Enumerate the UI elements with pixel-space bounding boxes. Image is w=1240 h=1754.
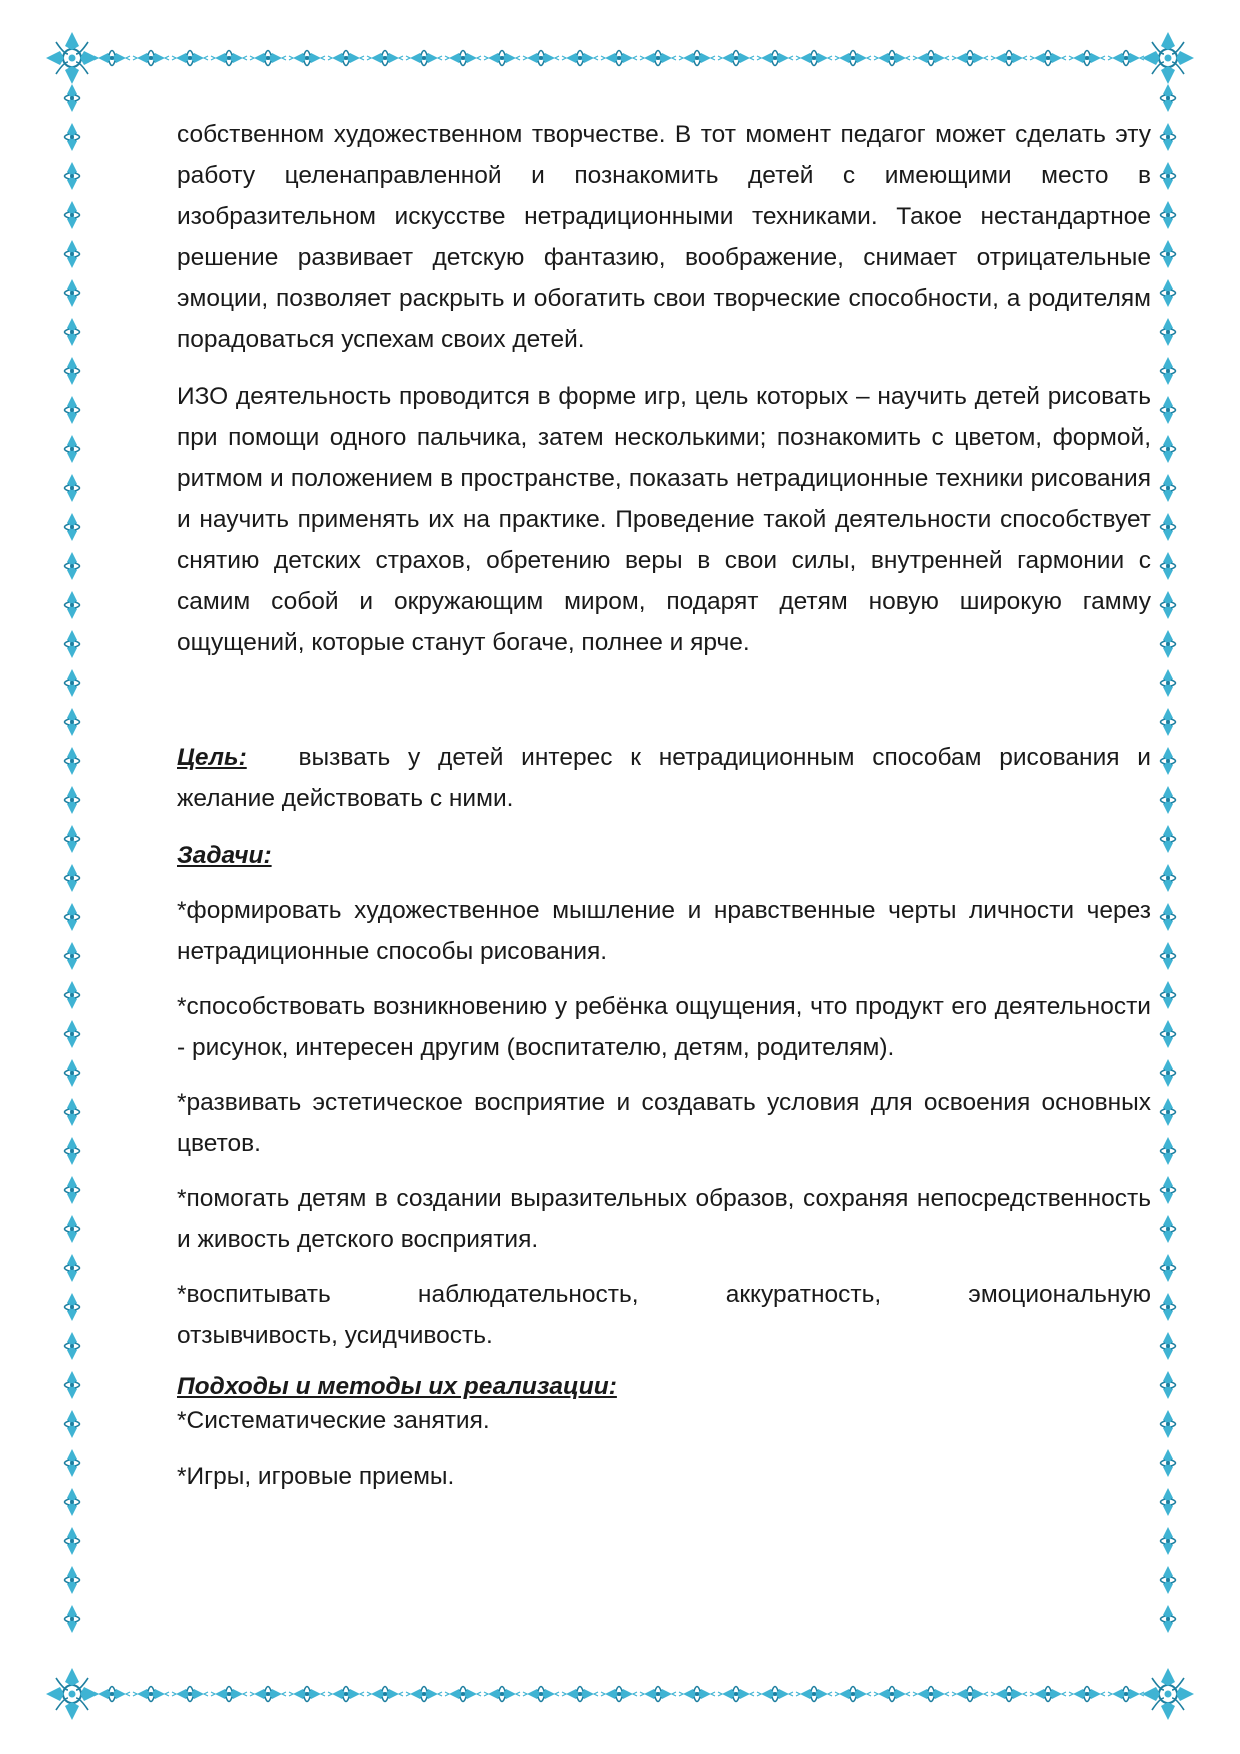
border-ornament-left <box>65 1488 80 1516</box>
border-ornament-bottom <box>640 1687 676 1702</box>
border-ornament-left <box>65 279 80 307</box>
border-ornament-left <box>65 1176 80 1204</box>
border-ornament-left <box>65 513 80 541</box>
border-ornament-right <box>1161 981 1176 1009</box>
border-ornament-right <box>1161 1605 1176 1633</box>
methods-heading: Подходы и методы их реализации: <box>177 1373 617 1400</box>
border-ornament-top <box>952 51 988 66</box>
border-ornament-right <box>1161 669 1176 697</box>
border-corner-bottom-left <box>46 1668 98 1720</box>
border-ornament-bottom <box>328 1687 364 1702</box>
border-ornament-left <box>65 708 80 736</box>
border-ornament-bottom <box>250 1687 286 1702</box>
border-ornament-right <box>1161 1332 1176 1360</box>
border-ornament-top <box>367 51 403 66</box>
border-ornament-left <box>65 552 80 580</box>
border-ornament-right <box>1161 318 1176 346</box>
border-ornament-left <box>65 1059 80 1087</box>
tasks-heading-line <box>177 835 1151 876</box>
border-ornament-left <box>65 474 80 502</box>
border-ornament-left <box>65 240 80 268</box>
border-ornament-right <box>1161 1215 1176 1243</box>
border-ornament-bottom <box>94 1687 130 1702</box>
document-body <box>177 114 1151 1494</box>
border-ornament-left <box>65 864 80 892</box>
border-ornament-left <box>65 162 80 190</box>
border-ornament-bottom <box>289 1687 325 1702</box>
task-item-5-line-1: *воспитывать наблюдательность, аккуратность, эмоциональную <box>177 1281 1151 1308</box>
border-ornament-right <box>1161 123 1176 151</box>
border-ornament-top <box>445 51 481 66</box>
goal-paragraph <box>177 737 1151 819</box>
border-ornament-bottom <box>952 1687 988 1702</box>
border-ornament-left <box>65 435 80 463</box>
border-ornament-right <box>1161 162 1176 190</box>
border-ornament-left <box>65 1293 80 1321</box>
task-item-2: *способствовать возникновению у ребёнка ощущения, что продукт его деятельности - рисунок, интересен другим (воспитателю, детям, родителям). <box>177 993 1151 1061</box>
border-ornament-bottom <box>1030 1687 1066 1702</box>
border-ornament-left <box>65 396 80 424</box>
border-ornament-right <box>1161 825 1176 853</box>
border-ornament-right <box>1161 942 1176 970</box>
border-ornament-right <box>1161 279 1176 307</box>
border-ornament-right <box>1161 1020 1176 1048</box>
border-ornament-right <box>1161 1488 1176 1516</box>
border-ornament-bottom <box>679 1687 715 1702</box>
border-ornament-right <box>1161 1527 1176 1555</box>
border-ornament-top <box>718 51 754 66</box>
border-ornament-left <box>65 591 80 619</box>
border-ornament-right <box>1161 84 1176 112</box>
border-ornament-left <box>65 123 80 151</box>
border-ornament-left <box>65 630 80 658</box>
border-ornament-right <box>1161 1410 1176 1438</box>
border-ornament-top <box>250 51 286 66</box>
border-ornament-top <box>991 51 1027 66</box>
border-ornament-left <box>65 1254 80 1282</box>
border-ornament-top <box>406 51 442 66</box>
task-item-1: *формировать художественное мышление и нравственные черты личности через нетрадиционные способы рисования. <box>177 897 1151 965</box>
border-ornament-bottom <box>484 1687 520 1702</box>
border-ornament-bottom <box>406 1687 442 1702</box>
border-ornament-right <box>1161 903 1176 931</box>
border-ornament-right <box>1161 864 1176 892</box>
border-corner-bottom-right <box>1142 1668 1194 1720</box>
border-ornament-left <box>65 357 80 385</box>
border-ornament-left <box>65 981 80 1009</box>
border-ornament-bottom <box>172 1687 208 1702</box>
border-ornament-right <box>1161 396 1176 424</box>
border-ornament-right <box>1161 240 1176 268</box>
border-ornament-right <box>1161 1371 1176 1399</box>
border-ornament-bottom <box>445 1687 481 1702</box>
border-ornament-bottom <box>367 1687 403 1702</box>
border-ornament-bottom <box>835 1687 871 1702</box>
task-item-5 <box>177 1274 1151 1356</box>
border-ornament-left <box>65 669 80 697</box>
border-ornament-bottom <box>796 1687 832 1702</box>
border-ornament-right <box>1161 552 1176 580</box>
border-ornament-right <box>1161 1293 1176 1321</box>
border-ornament-right <box>1161 786 1176 814</box>
border-ornament-bottom <box>523 1687 559 1702</box>
border-ornament-left <box>65 1020 80 1048</box>
border-ornament-right <box>1161 1059 1176 1087</box>
border-ornament-left <box>65 825 80 853</box>
border-ornament-bottom <box>211 1687 247 1702</box>
border-ornament-right <box>1161 1254 1176 1282</box>
border-ornament-bottom <box>718 1687 754 1702</box>
border-ornament-top <box>289 51 325 66</box>
border-ornament-right <box>1161 1176 1176 1204</box>
border-ornament-top <box>601 51 637 66</box>
border-ornament-top <box>1030 51 1066 66</box>
border-ornament-top <box>484 51 520 66</box>
border-ornament-left <box>65 786 80 814</box>
border-ornament-top <box>1108 51 1144 66</box>
border-ornament-left <box>65 942 80 970</box>
border-ornament-right <box>1161 1566 1176 1594</box>
border-ornament-left <box>65 1527 80 1555</box>
border-ornament-right <box>1161 357 1176 385</box>
border-ornament-top <box>523 51 559 66</box>
border-ornament-left <box>65 201 80 229</box>
border-ornament-top <box>172 51 208 66</box>
border-ornament-left <box>65 1098 80 1126</box>
method-item-2: *Игры, игровые приемы. <box>177 1463 455 1490</box>
border-ornament-bottom <box>601 1687 637 1702</box>
border-ornament-top <box>640 51 676 66</box>
border-ornament-left <box>65 747 80 775</box>
border-ornament-top <box>328 51 364 66</box>
intro-paragraph: собственном художественном творчестве. В тот момент педагог может сделать эту работу целенаправленной и познакомить детей с имеющими место в изобразительном искусстве нетрадиционными техниками. Такое нестандартное решение развивает детскую фантазию, воображение, снимает отрицательные эмоции, позволяет раскрыть и обогатить свои творческие способности, а родителям порадоваться успехам своих детей. <box>177 121 1151 353</box>
border-ornament-right <box>1161 747 1176 775</box>
methods-heading-line <box>177 1370 1151 1404</box>
border-corner-top-left <box>46 32 98 84</box>
border-ornament-bottom <box>1108 1687 1144 1702</box>
border-ornament-top <box>133 51 169 66</box>
border-ornament-top <box>679 51 715 66</box>
goal-label: Цель: <box>177 744 247 771</box>
border-ornament-left <box>65 1215 80 1243</box>
border-ornament-top <box>1069 51 1105 66</box>
border-ornament-bottom <box>991 1687 1027 1702</box>
border-ornament-top <box>874 51 910 66</box>
task-item-3: *развивать эстетическое восприятие и создавать условия для освоения основных цветов. <box>177 1089 1151 1157</box>
border-ornament-bottom <box>913 1687 949 1702</box>
border-ornament-right <box>1161 1137 1176 1165</box>
border-ornament-right <box>1161 591 1176 619</box>
border-ornament-bottom <box>757 1687 793 1702</box>
border-ornament-top <box>211 51 247 66</box>
tasks-list <box>177 890 1151 1356</box>
task-item-5-line-2: отзывчивость, усидчивость. <box>177 1322 493 1349</box>
border-ornament-right <box>1161 435 1176 463</box>
border-ornament-right <box>1161 630 1176 658</box>
border-ornament-right <box>1161 708 1176 736</box>
border-ornament-top <box>562 51 598 66</box>
border-ornament-left <box>65 903 80 931</box>
method-item-1: *Систематические занятия. <box>177 1407 490 1434</box>
border-ornament-left <box>65 1449 80 1477</box>
activity-paragraph: ИЗО деятельность проводится в форме игр, цель которых – научить детей рисовать при помощи одного пальчика, затем несколькими; познакомить с цветом, формой, ритмом и положением в пространстве, показать нетрадиционные техники рисования и научить применять их на практике. Проведение такой деятельности способствует снятию детских страхов, обретению веры в свои силы, внутренней гармонии с самим собой и окружающим миром, подарят детям новую широкую гамму ощущений, которые станут богаче, полнее и ярче. <box>177 383 1151 656</box>
border-ornament-left <box>65 1332 80 1360</box>
border-corner-top-right <box>1142 32 1194 84</box>
border-ornament-bottom <box>1069 1687 1105 1702</box>
border-ornament-top <box>913 51 949 66</box>
border-ornament-left <box>65 1566 80 1594</box>
border-ornament-top <box>835 51 871 66</box>
border-ornament-bottom <box>562 1687 598 1702</box>
border-ornament-right <box>1161 1449 1176 1477</box>
border-ornament-left <box>65 1410 80 1438</box>
task-item-4: *помогать детям в создании выразительных образов, сохраняя непосредственность и живость детского восприятия. <box>177 1185 1151 1253</box>
border-ornament-right <box>1161 513 1176 541</box>
border-ornament-right <box>1161 201 1176 229</box>
border-ornament-left <box>65 1605 80 1633</box>
border-ornament-bottom <box>874 1687 910 1702</box>
border-ornament-right <box>1161 474 1176 502</box>
border-ornament-top <box>757 51 793 66</box>
border-ornament-left <box>65 1371 80 1399</box>
border-ornament-bottom <box>133 1687 169 1702</box>
border-ornament-left <box>65 84 80 112</box>
border-ornament-left <box>65 318 80 346</box>
tasks-heading: Задачи: <box>177 842 272 869</box>
border-ornament-right <box>1161 1098 1176 1126</box>
border-ornament-left <box>65 1137 80 1165</box>
border-ornament-top <box>94 51 130 66</box>
goal-text: вызвать у детей интерес к нетрадиционным способам рисования и желание действовать с ними. <box>177 744 1151 812</box>
border-ornament-top <box>796 51 832 66</box>
